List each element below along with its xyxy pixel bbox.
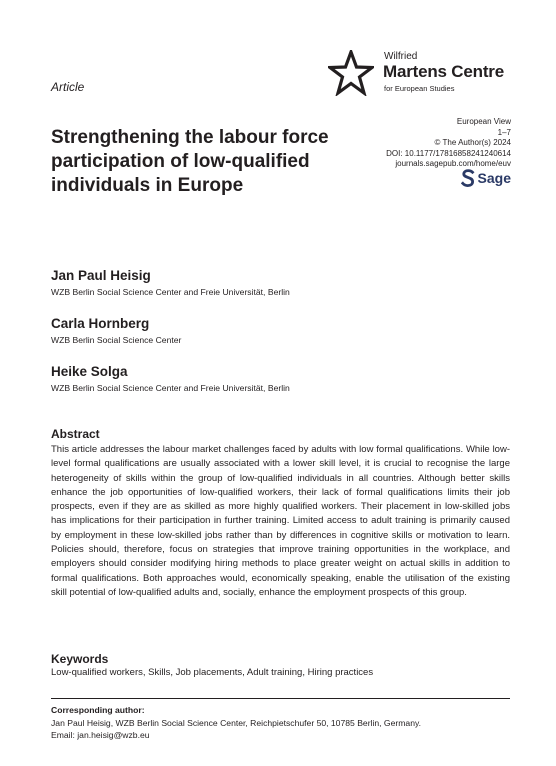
sage-s-icon [461, 169, 475, 187]
article-type-label: Article [51, 80, 85, 94]
publisher-name: Sage [477, 170, 511, 186]
corresponding-author-heading: Corresponding author: [51, 705, 145, 715]
keywords-heading: Keywords [51, 652, 109, 666]
abstract-heading: Abstract [51, 427, 100, 441]
author-affiliation: WZB Berlin Social Science Center [51, 335, 182, 345]
journal-metadata [311, 117, 511, 170]
logo-line-3: for European Studies [384, 84, 455, 93]
author-name: Jan Paul Heisig [51, 268, 151, 283]
author-affiliation: WZB Berlin Social Science Center and Freie Universität, Berlin [51, 383, 290, 393]
author-name: Carla Hornberg [51, 316, 150, 331]
corresponding-author-email: Email: jan.heisig@wzb.eu [51, 730, 150, 740]
journal-url: journals.sagepub.com/home/euv [395, 159, 511, 169]
star-person-icon [328, 50, 374, 96]
page-range: 1–7 [497, 127, 511, 137]
divider [51, 698, 510, 699]
author-affiliation: WZB Berlin Social Science Center and Freie Universität, Berlin [51, 287, 290, 297]
copyright: © The Author(s) 2024 [434, 138, 511, 148]
corresponding-author-address: Jan Paul Heisig, WZB Berlin Social Science Center, Reichpietschufer 50, 10785 Berlin, Germany. [51, 718, 422, 728]
doi: DOI: 10.1177/17816858241240614 [386, 148, 511, 158]
author-name: Heike Solga [51, 364, 128, 379]
paper-title: Strengthening the labour force participation of low-qualified individuals in Europe [51, 127, 329, 196]
martens-centre-logo [328, 46, 528, 100]
logo-line-1: Wilfried [384, 51, 418, 62]
journal-name: European View [456, 117, 511, 126]
logo-line-2: Martens Centre [383, 62, 504, 81]
keywords-text: Low-qualified workers, Skills, Job placements, Adult training, Hiring practices [51, 667, 374, 678]
abstract-text: This article addresses the labour market challenges faced by adults with low formal qualifications. While low-level formal qualifications are usually associated with a lower skill level, it is crucial to recognise the large heterogeneity of skills within the group of low-qualified individuals in all countries. Although better skills enhance the job opportunities of low-qualified workers, their lack of formal qualifications limits their job prospects, even if they are as skilled as more highly qualified workers. Their placement in low-skilled jobs has implications for their participation in further training. Limited access to adult training is primarily caused by employment in these low-skilled jobs rather than by differences in cognitive skills or motivation to learn. Policies should, therefore, focus on strategies that improve training opportunities in the workplace, and employers should consider modifying hiring methods to place greater weight on actual skills in addition to formal qualifications. Both approaches would, economically speaking, enable the utilisation of the existing skill potential of low-qualified adults and, socially, enhance the employment prospects of this group. [51, 444, 510, 598]
publisher-logo [461, 168, 511, 188]
